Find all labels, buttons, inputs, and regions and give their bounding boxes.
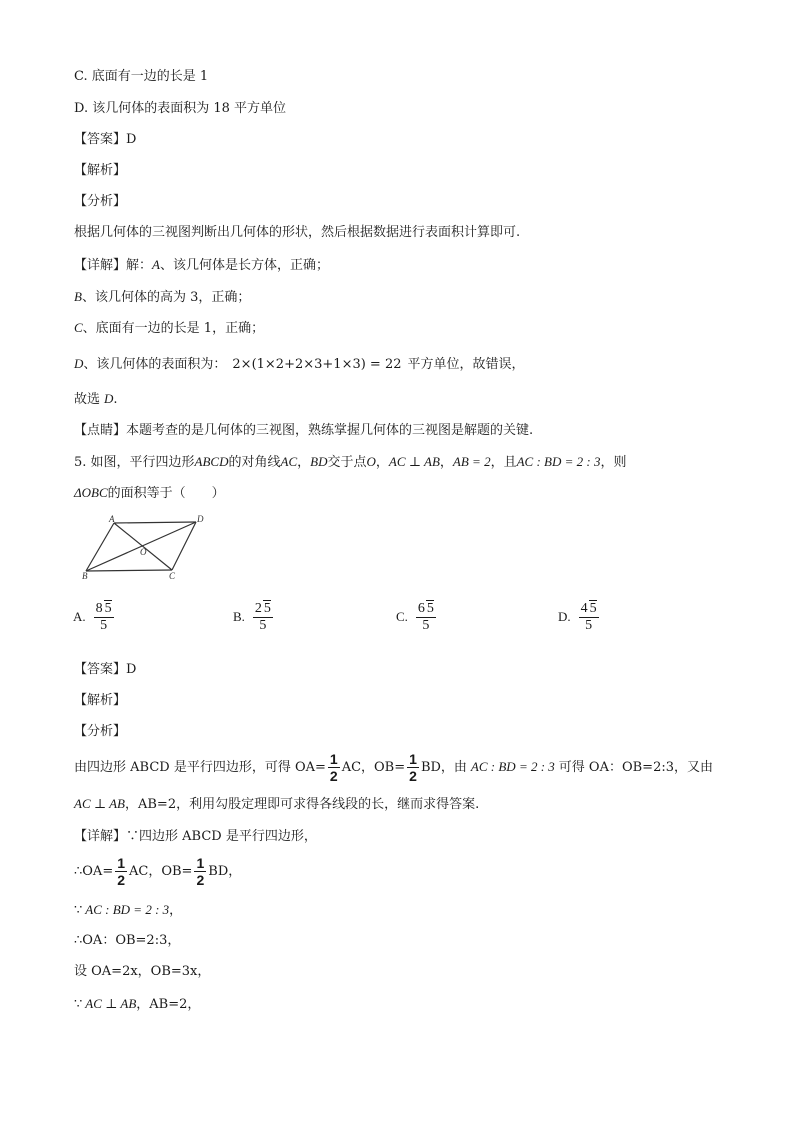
side-ad (114, 522, 196, 523)
var-a: A (152, 257, 160, 272)
q5-text-o: ，则 (600, 455, 627, 470)
fenxi2-line2 (74, 795, 479, 814)
option-b[interactable] (233, 600, 275, 634)
label-b: B (82, 571, 88, 580)
detail2-ratio: AC : BD = 2 : 3 (85, 902, 170, 917)
detail-b-text: 、该几何体的高为 3，正确； (81, 290, 251, 305)
detail-line-a (74, 256, 329, 275)
half-fraction-3: $\frac{1}{2}$ (117, 855, 126, 888)
q5-comma2: ， (375, 455, 389, 470)
q5-comma1: ， (297, 455, 311, 470)
q5-text-m: ，且 (490, 455, 517, 470)
fenxi2-perp: AC ⊥ AB (74, 796, 125, 811)
fenxi2-ratio: AC : BD = 2 : 3 (470, 759, 555, 774)
fenxi2-text-a: 由四边形 ABCD 是平行四边形，可得 OA= (74, 760, 326, 775)
answer-label: 【答案】D (74, 132, 137, 147)
q5-text-g: 交于点 (327, 455, 367, 470)
var-c: C (74, 320, 83, 335)
detail2-comma: ， (169, 903, 183, 918)
detail2-bd: BD， (208, 864, 242, 879)
because-2: ∵ (74, 997, 83, 1012)
dianjing-line: 【点睛】本题考查的是几何体的三视图，熟练掌握几何体的三视图是解题的关键. (74, 423, 534, 438)
q5-o: O (366, 454, 376, 469)
side-dc (172, 522, 196, 570)
detail2-line3 (74, 901, 182, 920)
q5-comma3: ， (439, 455, 453, 470)
fenxi-text: 根据几何体的三视图判断出几何体的形状，然后根据数据进行表面积计算即可. (74, 225, 521, 240)
detail2-perp: AC ⊥ AB (85, 996, 137, 1011)
detail-d-text: 、该几何体的表面积为： (83, 357, 227, 372)
half-fraction-4: $\frac{1}{2}$ (196, 855, 205, 888)
fenxi2-line1 (74, 750, 713, 785)
detail2-line6 (74, 995, 200, 1014)
label-o: O (140, 547, 147, 557)
question-5-line1 (74, 453, 626, 472)
label-d: D (197, 514, 204, 524)
answer-label-2: 【答案】D (74, 662, 137, 677)
choose-line (74, 390, 118, 409)
detail2-line2 (74, 855, 241, 889)
q5-bd: BD (310, 454, 328, 469)
fenxi-label: 【分析】 (74, 194, 127, 209)
choose-prefix: 故选 (74, 392, 101, 407)
q5-text-c: 的对角线 (228, 455, 281, 470)
option-c-letter: C. (396, 609, 408, 624)
detail-prefix: 【详解】解： (74, 258, 153, 273)
q5-abcd: ABCD (194, 454, 229, 469)
fenxi2-text-c: BD，由 (420, 760, 467, 775)
side-ab (86, 523, 114, 571)
surface-formula: 2×(1×2+2×3+1×3) = 22 (232, 357, 402, 372)
analysis-label: 【解析】 (74, 163, 127, 178)
var-b: B (74, 289, 82, 304)
option-d-text: D. 该几何体的表面积为 18 平方单位 (74, 101, 287, 116)
half-fraction-2: $\frac{1}{2}$ (409, 751, 417, 784)
detail2-line1: 【详解】∵四边形 ABCD 是平行四边形， (74, 829, 317, 844)
q5-text-a: 5. 如图，平行四边形 (74, 455, 195, 470)
option-b-fraction: $\frac{2 5}{5}$ (254, 601, 271, 633)
detail-c-text: 、底面有一边的长是 1，正确； (82, 321, 265, 336)
option-c[interactable] (396, 600, 438, 634)
var-d: D (74, 356, 84, 371)
side-bc (86, 570, 172, 571)
choose-period: . (113, 392, 118, 407)
option-c-fraction: $\frac{6 5}{5}$ (417, 601, 434, 633)
fenxi2-text-tail: ，AB=2，利用勾股定理即可求得各线段的长，继而求得答案. (124, 797, 480, 812)
chosen-var: D (104, 391, 114, 406)
fenxi2-text-e: 可得 OA：OB=2:3，又由 (558, 760, 714, 775)
detail2-oa: ∴OA= (74, 864, 114, 879)
fenxi2-text-b: AC，OB= (341, 760, 406, 775)
detail-line-c (74, 319, 264, 338)
detail-line-d (74, 355, 525, 374)
q5-ab2: AB = 2 (452, 454, 491, 469)
parallelogram-figure (76, 514, 206, 580)
detail2-ab: ，AB=2， (136, 997, 201, 1012)
detail-line-b (74, 288, 250, 307)
half-fraction-1: $\frac{1}{2}$ (329, 751, 338, 784)
q5-ac: AC (280, 454, 298, 469)
label-a: A (109, 514, 115, 524)
option-d[interactable] (558, 600, 601, 634)
q5-perp: AC ⊥ AB (388, 454, 440, 469)
detail2-line5: 设 OA=2x，OB=3x， (74, 964, 211, 979)
option-d-fraction: $\frac{4 5}{5}$ (580, 601, 597, 633)
analysis-label-2: 【解析】 (74, 693, 127, 708)
option-a-fraction: $\frac{8 5}{5}$ (95, 601, 112, 633)
label-c: C (169, 571, 176, 580)
q5-text-q: 的面积等于（ ） (107, 486, 225, 501)
q5-triangle: ΔOBC (74, 485, 108, 500)
detail-d-tail: 平方单位，故错误， (407, 357, 525, 372)
detail-a-text: 、该几何体是长方体，正确； (159, 258, 329, 273)
option-c-text: C. 底面有一边的长是 1 (74, 69, 209, 84)
q5-ratio: AC : BD = 2 : 3 (516, 454, 601, 469)
option-d-letter: D. (558, 609, 571, 624)
detail2-line4: ∴OA：OB=2:3， (74, 933, 181, 948)
fenxi-label-2: 【分析】 (74, 724, 127, 739)
question-5-line2 (74, 484, 225, 503)
detail2-ac-ob: AC，OB= (129, 864, 193, 879)
option-a[interactable] (73, 600, 116, 634)
because-1: ∵ (74, 903, 83, 918)
option-b-letter: B. (233, 609, 245, 624)
option-a-letter: A. (73, 609, 86, 624)
